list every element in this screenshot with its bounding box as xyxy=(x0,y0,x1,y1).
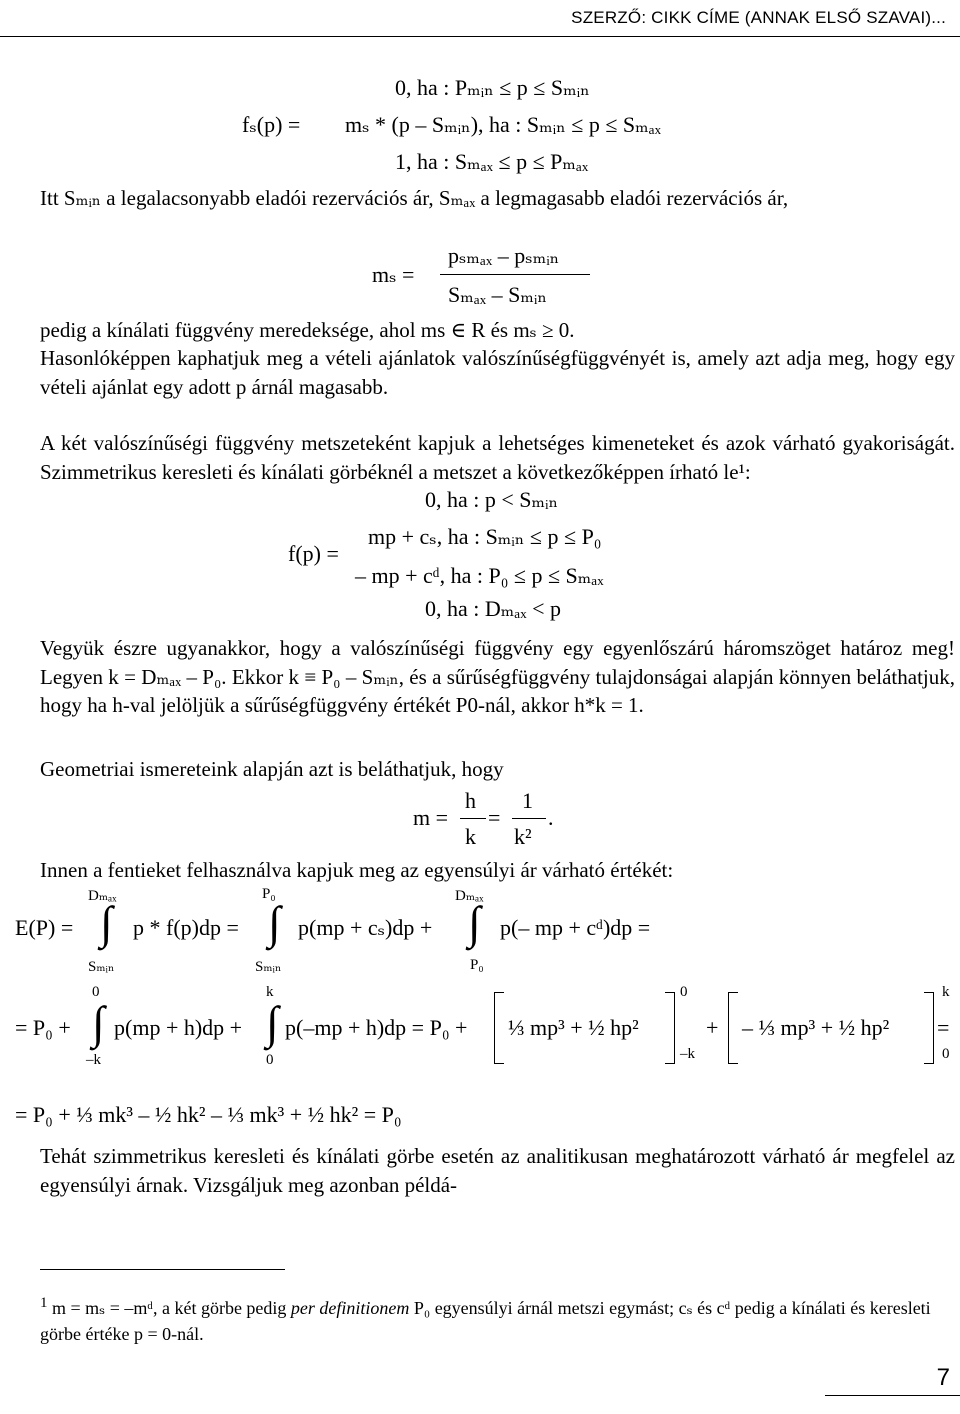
eq-e2-int2-body: p(–mp + h)dp = P₀ + xyxy=(285,1015,468,1040)
eq-e2-int2-upper: k xyxy=(266,984,274,1000)
paragraph-conclusion: Tehát szimmetrikus keresleti és kínálati görbe esetén az analitikusan meghatározott várható ár megfelel az egyensúlyi árnak. Vizsgáljuk meg azonban példá- xyxy=(40,1144,955,1197)
eq-fs-lhs: fₛ(p) = xyxy=(242,112,301,137)
header-rule xyxy=(0,36,960,37)
eq-f-case2: mp + cₛ, ha : Sₘᵢₙ ≤ p ≤ P₀ xyxy=(368,524,602,549)
eq-e2-bracket1-body: ⅓ mp³ + ½ hp² xyxy=(508,1015,639,1040)
eq-e2-bracket1-upper: 0 xyxy=(680,984,688,1000)
eq-e3: = P₀ + ⅓ mk³ – ½ hk² – ⅓ mk³ + ½ hk² = P₀ xyxy=(15,1102,402,1127)
eq-e2-bracket2-upper: k xyxy=(942,984,950,1000)
right-bracket-icon xyxy=(924,992,934,1064)
eq-m-lhs: m = xyxy=(413,805,449,830)
eq-m-frac1-den: k xyxy=(465,824,476,849)
eq-m-frac2-num: 1 xyxy=(522,788,533,813)
integral-sign-icon: ∫ xyxy=(100,897,113,948)
paragraph-intersection: A két valószínűségi függvény metszeteként kapjuk a lehetséges kimeneteket és azok várható gyakoriságát. Szimmetrikus keresleti és kínálati görbéknél a metszet a következőképpen írható le¹: xyxy=(40,431,955,484)
footnote-text-italic: per definitionem xyxy=(290,1298,410,1318)
paragraph-triangle: Vegyük észre ugyanakkor, hogy a valószínűségi függvény egy egyenlőszárú háromszöget határoz meg! Legyen k = Dₘₐₓ – P₀. Ekkor k ≡ P₀ – Sₘᵢₙ, és a sűrűségfüggvény tulajdonságai alapján könnyen beláthatjuk, hogy ha h-val jelöljük a sűrűségfüggvény értékét P0-nál, akkor h*k = 1. xyxy=(40,636,955,717)
eq-ms-denominator: Sₘₐₓ – Sₘᵢₙ xyxy=(448,282,547,307)
eq-e1-int1-body: p * f(p)dp = xyxy=(133,915,239,940)
eq-e2-int1-lower: –k xyxy=(86,1052,101,1068)
footnote xyxy=(40,1290,955,1347)
left-bracket-icon xyxy=(494,992,504,1064)
eq-e1-int3-lower: P₀ xyxy=(470,957,484,973)
eq-e2-int1-upper: 0 xyxy=(92,984,100,1000)
eq-ms-fraction-bar xyxy=(440,274,590,275)
eq-fs-case3: 1, ha : Sₘₐₓ ≤ p ≤ Pₘₐₓ xyxy=(395,149,589,174)
paragraph-expected-value: Innen a fentieket felhasználva kapjuk meg az egyensúlyi ár várható értékét: xyxy=(40,858,674,882)
page-number-rule xyxy=(825,1395,960,1396)
eq-e2-end: = xyxy=(937,1015,950,1040)
paragraph-buy-offers: Hasonlóképpen kaphatjuk meg a vételi ajánlatok valószínűségfüggvényét is, amely azt adja meg, hogy egy vételi ajánlat egy adott p árnál magasabb. xyxy=(40,346,955,399)
eq-e1-lhs: E(P) = xyxy=(15,915,74,940)
eq-e2-int1-body: p(mp + h)dp + xyxy=(114,1015,243,1040)
integral-sign-icon: ∫ xyxy=(268,897,281,948)
eq-e1-int3-upper: Dₘₐₓ xyxy=(455,888,484,904)
paragraph-slope: pedig a kínálati függvény meredeksége, ahol ms ∈ R és mₛ ≥ 0. xyxy=(40,318,575,342)
eq-m-frac2-bar xyxy=(512,818,546,819)
eq-e1-int2-body: p(mp + cₛ)dp + xyxy=(298,915,433,940)
eq-fs-case1: 0, ha : Pₘᵢₙ ≤ p ≤ Sₘᵢₙ xyxy=(395,75,590,100)
eq-e1-int1-lower: Sₘᵢₙ xyxy=(88,959,115,975)
footnote-text-a: m = mₛ = –mᵈ, a két görbe pedig xyxy=(52,1298,291,1318)
eq-e2-bracket1-lower: –k xyxy=(680,1046,695,1062)
eq-m-frac1-bar xyxy=(460,818,486,819)
eq-m-frac2-den: k² xyxy=(514,824,532,849)
integral-sign-icon: ∫ xyxy=(266,997,279,1048)
eq-f-case1: 0, ha : p < Sₘᵢₙ xyxy=(425,487,559,512)
eq-e2-plus: + xyxy=(706,1015,719,1040)
eq-f-case4: 0, ha : Dₘₐₓ < p xyxy=(425,596,562,621)
right-bracket-icon xyxy=(665,992,675,1064)
eq-e2-bracket2-lower: 0 xyxy=(942,1046,950,1062)
eq-f-case3: – mp + cᵈ, ha : P₀ ≤ p ≤ Sₘₐₓ xyxy=(355,563,604,588)
page-number: 7 xyxy=(936,1364,950,1391)
paragraph-geometry: Geometriai ismereteink alapján azt is beláthatjuk, hogy xyxy=(40,757,504,781)
eq-e1-int3-body: p(– mp + cᵈ)dp = xyxy=(500,915,651,940)
eq-m-frac1-num: h xyxy=(465,788,476,813)
eq-f-lhs: f(p) = xyxy=(288,541,339,566)
footnote-text-b: P₀ egyensúlyi árnál metszi egymást; cₛ és cᵈ pedig a kínálati és keresleti görbe értéke p = 0-nál. xyxy=(40,1298,931,1344)
eq-m-period: . xyxy=(548,805,554,830)
eq-e2-bracket2-body: – ⅓ mp³ + ½ hp² xyxy=(742,1015,890,1040)
footnote-rule xyxy=(40,1269,285,1270)
footnote-mark: 1 xyxy=(40,1295,48,1311)
running-header: SZERZŐ: CIKK CÍME (ANNAK ELSŐ SZAVAI)... xyxy=(571,8,946,27)
eq-e1-int2-upper: P₀ xyxy=(262,886,276,902)
left-bracket-icon xyxy=(728,992,738,1064)
eq-e1-int2-lower: Sₘᵢₙ xyxy=(255,959,282,975)
eq-m-equals: = xyxy=(488,805,501,830)
eq-ms-numerator: pₛₘₐₓ – pₛₘᵢₙ xyxy=(448,243,560,268)
eq-e2-lhs: = P₀ + xyxy=(15,1015,71,1040)
eq-ms-lhs: mₛ = xyxy=(372,262,415,287)
eq-e2-int2-lower: 0 xyxy=(266,1052,274,1068)
integral-sign-icon: ∫ xyxy=(468,897,481,948)
integral-sign-icon: ∫ xyxy=(92,997,105,1048)
paragraph-smin-smax: Itt Sₘᵢₙ a legalacsonyabb eladói rezervációs ár, Sₘₐₓ a legmagasabb eladói rezervációs ár, xyxy=(40,186,789,210)
eq-fs-case2: mₛ * (p – Sₘᵢₙ), ha : Sₘᵢₙ ≤ p ≤ Sₘₐₓ xyxy=(345,112,662,137)
eq-e1-int1-upper: Dₘₐₓ xyxy=(88,888,117,904)
